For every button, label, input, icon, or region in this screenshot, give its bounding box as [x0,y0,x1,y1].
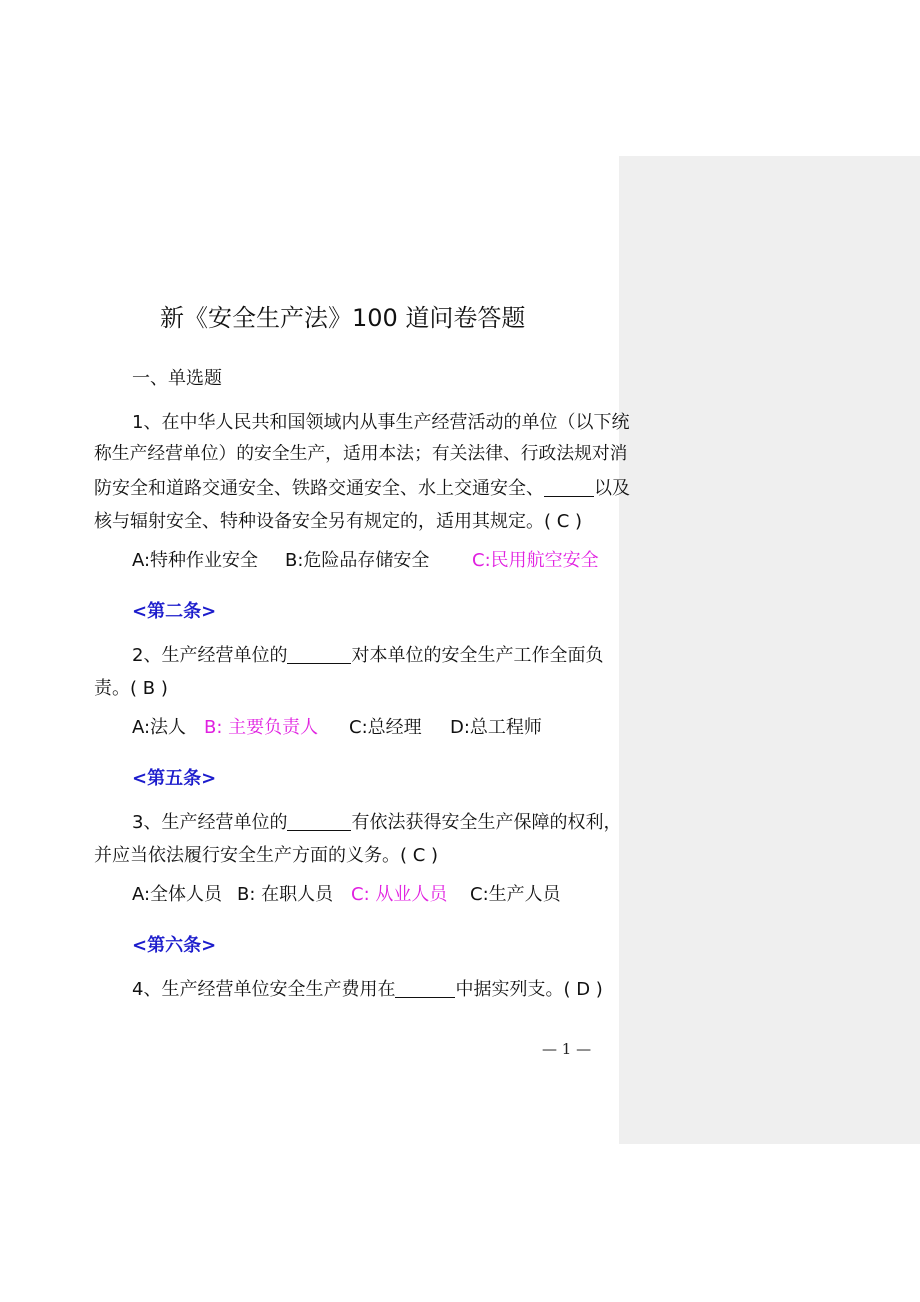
question-1-option-a: A:特种作业安全 [132,550,259,571]
question-2-option-b-correct: B: 主要负责人 [204,717,319,738]
question-1-line-3-text: 防安全和道路交通安全、铁路交通安全、水上交通安全、 [94,478,544,499]
question-2-line-1-text: 2、生产经营单位的 [132,645,288,666]
question-4-line-1 [132,975,603,1001]
question-3-option-a: A:全体人员 [132,884,223,905]
answer-blank [544,478,594,497]
question-2-line-2: 责。( B ) [94,678,168,699]
question-1-line-1: 1、在中华人民共和国领域内从事生产经营活动的单位（以下统 [132,412,630,433]
question-3-line-1-tail: 有依法获得安全生产保障的权利， [351,812,622,833]
question-3-option-b: B: 在职人员 [237,884,334,905]
question-1-option-b: B:危险品存储安全 [285,550,430,571]
question-1-line-3-tail: 以及 [594,478,630,499]
question-3-option-d: C:生产人员 [470,884,561,905]
question-2-option-a: A:法人 [132,717,187,738]
question-4-line-1-tail: 中据实列支。( D ) [455,979,603,1000]
question-3-line-1 [132,808,621,834]
answer-blank [287,645,351,664]
question-2-option-d: D:总工程师 [450,717,542,738]
question-3-option-c-correct: C: 从业人员 [351,884,448,905]
question-1-option-c-correct: C:民用航空安全 [472,550,599,571]
answer-blank [395,979,455,998]
question-2-option-c: C:总经理 [349,717,422,738]
section-heading: 一、单选题 [132,368,222,389]
question-1-line-2: 称生产经营单位）的安全生产，适用本法；有关法律、行政法规对消 [94,443,628,464]
document-title: 新《安全生产法》100 道问卷答题 [160,304,526,332]
question-1-article-ref: <第二条> [132,601,217,622]
question-3-article-ref: <第六条> [132,935,217,956]
question-3-line-2: 并应当依法履行安全生产方面的义务。( C ) [94,845,439,866]
comment-pane [619,156,920,1144]
question-2-article-ref: <第五条> [132,768,217,789]
question-1-line-3 [94,474,630,500]
question-1-line-4: 核与辐射安全、特种设备安全另有规定的，适用其规定。( C ) [94,511,583,532]
answer-blank [287,812,351,831]
question-4-line-1-text: 4、生产经营单位安全生产费用在 [132,979,396,1000]
question-3-line-1-text: 3、生产经营单位的 [132,812,288,833]
page-number: — 1 — [542,1040,592,1058]
question-2-line-1 [132,641,603,667]
question-2-line-1-tail: 对本单位的安全生产工作全面负 [351,645,604,666]
